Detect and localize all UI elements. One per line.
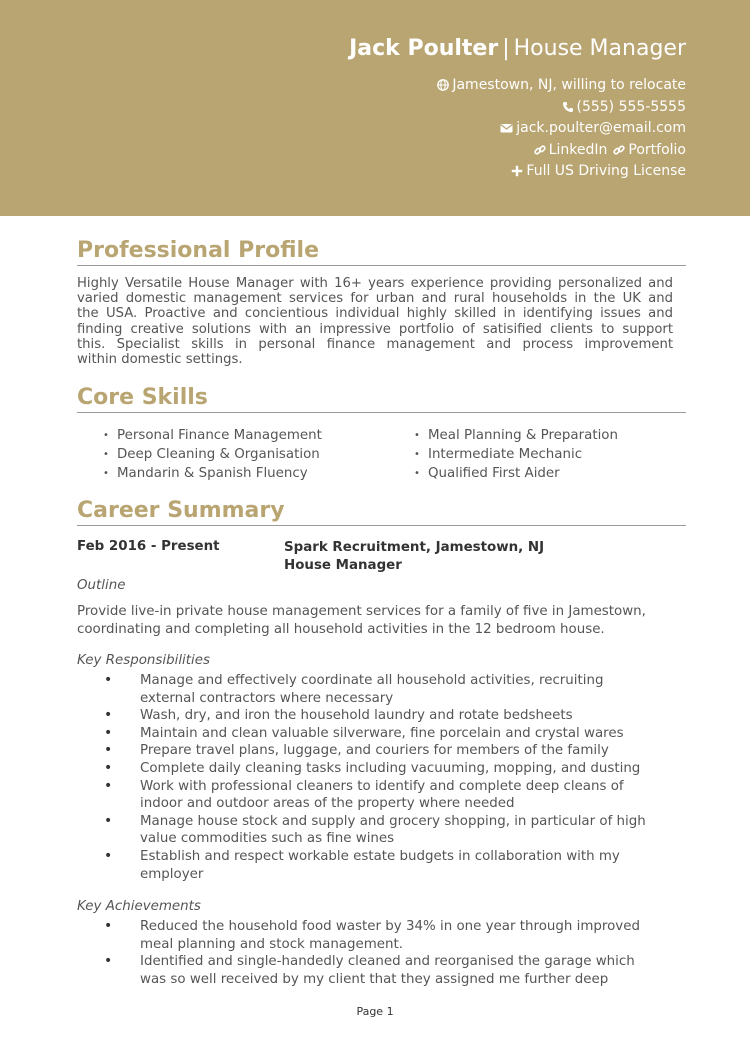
- profile-line: finding creative solutions with an impressive portfolio of satisified clients to support: [77, 321, 673, 337]
- skill-item: • Mandarin & Spanish Fluency: [103, 464, 403, 483]
- page-number: Page 1: [356, 1005, 394, 1018]
- skills-heading: Core Skills: [77, 385, 686, 413]
- list-item-line: employer: [140, 866, 204, 882]
- list-item: • Work with professional cleaners to identify and complete deep cleans of indoor and outdoor areas of the property where needed: [77, 778, 687, 813]
- list-item-line: Manage house stock and supply and grocery shopping, in particular of high: [140, 813, 646, 829]
- contact-links: [437, 140, 686, 162]
- list-item-line: Maintain and clean valuable silverware, fine porcelain and crystal wares: [140, 725, 624, 741]
- list-item-line: Reduced the household food waster by 34% in one year through improved: [140, 919, 640, 934]
- skill-item: • Intermediate Mechanic: [414, 445, 714, 464]
- outline-line: Provide live-in private house management services for a family of five in Jamestown,: [77, 604, 646, 619]
- profile-summary: [77, 276, 673, 367]
- list-item: • Wash, dry, and iron the household laundry and rotate bedsheets: [77, 707, 687, 725]
- list-item-line: external contractors where necessary: [140, 690, 394, 706]
- envelope-icon: [500, 122, 513, 134]
- profile-line: the USA. Proactive and concientious individual highly skilled in identifying issues and: [77, 306, 673, 322]
- contact-phone: [437, 97, 686, 119]
- title-separator: |: [502, 36, 510, 61]
- list-item: • Complete daily cleaning tasks including vacuuming, mopping, and dusting: [77, 760, 687, 778]
- achievements-label: Key Achievements: [77, 899, 201, 914]
- globe-icon: [437, 79, 449, 91]
- skill-item: • Meal Planning & Preparation: [414, 426, 714, 445]
- list-item: • Identified and single-handedly cleaned and reorganised the garage which was so well received by my client that they assigned me further deep: [77, 953, 687, 988]
- list-item-line: meal planning and stock management.: [140, 936, 404, 952]
- skill-item: • Personal Finance Management: [103, 426, 403, 445]
- link-icon: [534, 144, 546, 156]
- profile-line: varied domestic management services for urban and rural households in the UK and: [77, 291, 673, 307]
- list-item-line: Prepare travel plans, luggage, and couriers for members of the family: [140, 743, 609, 759]
- profile-line: Highly Versatile House Manager with 16+ years experience providing personalized and: [77, 276, 673, 291]
- outline-text: [77, 603, 677, 638]
- phone-icon: [562, 101, 574, 113]
- location-text: Jamestown, NJ, willing to relocate: [452, 77, 686, 93]
- skills-column-right: [414, 426, 714, 483]
- job-position: House Manager: [284, 558, 402, 573]
- profile-heading: Professional Profile: [77, 238, 686, 266]
- candidate-role: House Manager: [513, 36, 686, 61]
- responsibilities-label: Key Responsibilities: [77, 653, 210, 668]
- list-item-line: Work with professional cleaners to identify and complete deep cleans of: [140, 778, 624, 794]
- phone-text: (555) 555-5555: [576, 98, 686, 115]
- skills-column-left: [103, 426, 403, 483]
- header-title: [349, 34, 686, 64]
- resume-header: [0, 0, 750, 216]
- list-item-line: Complete daily cleaning tasks including vacuuming, mopping, and dusting: [140, 760, 641, 776]
- job-employer: [284, 539, 544, 575]
- email-link[interactable]: jack.poulter@email.com: [516, 120, 686, 136]
- employer-name: Spark Recruitment, Jamestown, NJ: [284, 540, 545, 555]
- list-item: • Reduced the household food waster by 34% in one year through improved meal planning and stock management.: [77, 918, 687, 953]
- skill-item: • Qualified First Aider: [414, 464, 714, 483]
- linkedin-link[interactable]: LinkedIn: [548, 141, 608, 158]
- outline-line: coordinating and completing all household activities in the 12 bedroom house.: [77, 621, 605, 637]
- candidate-name: Jack Poulter: [349, 36, 499, 61]
- list-item: • Manage house stock and supply and grocery shopping, in particular of high value commodities such as fine wines: [77, 813, 687, 848]
- contact-license: [437, 161, 686, 183]
- list-item-line: Wash, dry, and iron the household laundry and rotate bedsheets: [140, 708, 573, 724]
- achievements-list: [77, 918, 687, 988]
- list-item-line: was so well received by my client that they assigned me further deep: [140, 971, 609, 987]
- list-item: • Establish and respect workable estate budgets in collaboration with my employer: [77, 848, 687, 883]
- list-item-line: Establish and respect workable estate budgets in collaboration with my: [140, 848, 620, 864]
- job-date: Feb 2016 - Present: [77, 539, 220, 554]
- skill-item: • Deep Cleaning & Organisation: [103, 445, 403, 464]
- list-item-line: Identified and single-handedly cleaned and reorganised the garage which: [140, 954, 635, 970]
- list-item: • Maintain and clean valuable silverware, fine porcelain and crystal wares: [77, 725, 687, 743]
- profile-line: this. Specialist skills in personal finance management and process improvement: [77, 336, 673, 352]
- list-item-line: indoor and outdoor areas of the property where needed: [140, 796, 515, 812]
- outline-label: Outline: [77, 578, 126, 593]
- contact-list: [437, 75, 686, 183]
- contact-email[interactable]: [437, 118, 686, 140]
- plus-icon: [511, 165, 523, 177]
- license-text: Full US Driving License: [526, 163, 686, 179]
- list-item-line: Manage and effectively coordinate all household activities, recruiting: [140, 673, 604, 688]
- list-item: • Manage and effectively coordinate all household activities, recruiting external contractors where necessary: [77, 672, 687, 707]
- link-icon: [613, 144, 625, 156]
- contact-location: [437, 75, 686, 97]
- profile-line: within domestic settings.: [77, 352, 243, 368]
- list-item: • Prepare travel plans, luggage, and couriers for members of the family: [77, 742, 687, 760]
- career-heading: Career Summary: [77, 498, 686, 526]
- list-item-line: value commodities such as fine wines: [140, 831, 395, 847]
- responsibilities-list: [77, 672, 687, 883]
- portfolio-link[interactable]: Portfolio: [628, 141, 686, 158]
